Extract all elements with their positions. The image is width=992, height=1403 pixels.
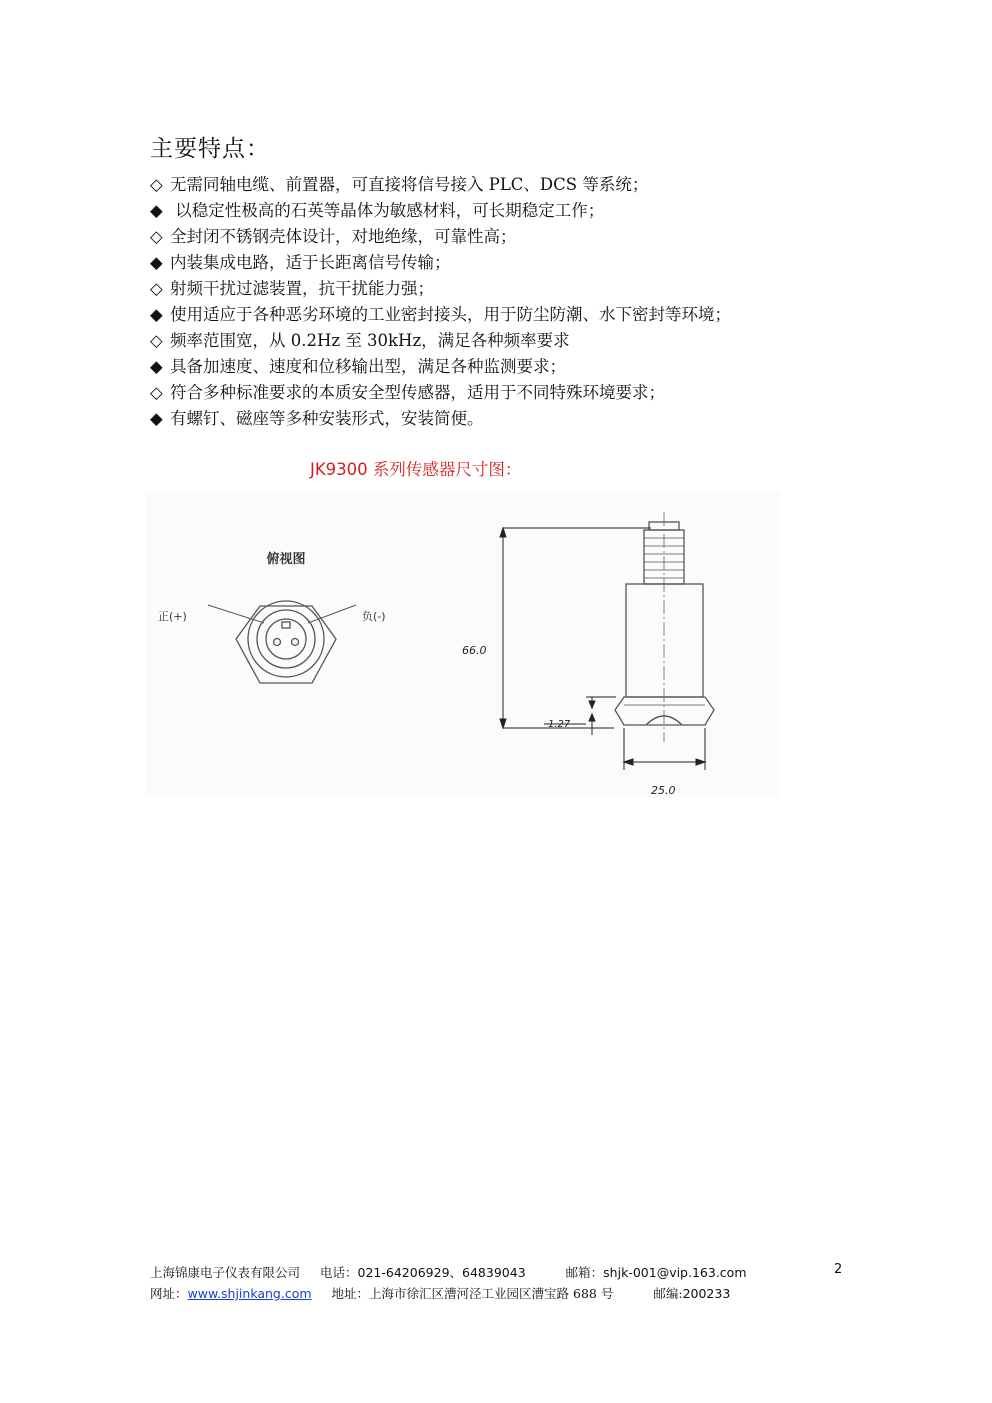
phone-label: 电话：	[320, 1265, 358, 1280]
negative-label: 负(-)	[362, 610, 386, 623]
top-view-icon	[208, 601, 356, 683]
email-label: 邮箱：	[565, 1265, 604, 1280]
phone-number: 021-64206929、64839043	[357, 1265, 526, 1280]
positive-label: 正(+)	[158, 610, 187, 623]
feature-text: 使用适应于各种恶劣环境的工业密封接头，用于防尘防潮、水下密封等环境；	[170, 305, 731, 324]
email-address: shjk-001@vip.163.com	[603, 1265, 747, 1280]
feature-item	[150, 302, 731, 328]
feature-text: 以稳定性极高的石英等晶体为敏感材料，可长期稳定工作；	[170, 201, 605, 220]
diamond-filled-icon: ◆	[150, 201, 163, 220]
website-link[interactable]: www.shjinkang.com	[187, 1286, 312, 1301]
website-label: 网址：	[150, 1286, 188, 1301]
top-view-title: 俯视图	[266, 552, 306, 567]
feature-item	[150, 172, 731, 198]
feature-text: 符合多种标准要求的本质安全型传感器，适用于不同特殊环境要求；	[170, 383, 665, 402]
feature-item	[150, 276, 731, 302]
diamond-filled-icon: ◆	[150, 357, 163, 376]
feature-text: 有螺钉、磁座等多种安装形式，安装简便。	[170, 409, 484, 428]
feature-text: 频率范围宽，从 0.2Hz 至 30kHz，满足各种频率要求	[170, 331, 570, 350]
diamond-outline-icon: ◇	[150, 227, 163, 246]
feature-list	[150, 172, 731, 432]
postcode: 200233	[682, 1286, 731, 1301]
feature-item	[150, 354, 731, 380]
page-number: 2	[834, 1262, 843, 1277]
diamond-outline-icon: ◇	[150, 279, 163, 298]
width-dimension-label: 25.0	[651, 784, 676, 797]
postcode-label: 邮编:	[653, 1286, 683, 1301]
diamond-filled-icon: ◆	[150, 409, 163, 428]
address-text: 上海市徐汇区漕河泾工业园区漕宝路 688 号	[369, 1286, 614, 1301]
section-heading: 主要特点：	[150, 136, 270, 162]
dimension-drawing	[146, 492, 780, 797]
height-dimension-label: 66.0	[462, 644, 487, 657]
footer-address-line	[150, 1284, 730, 1302]
diamond-outline-icon: ◇	[150, 383, 163, 402]
feature-item	[150, 224, 731, 250]
figure-caption: JK9300 系列传感器尺寸图：	[310, 460, 522, 479]
width-dimension	[624, 728, 705, 770]
height-dimension	[500, 528, 651, 728]
feature-text: 全封闭不锈钢壳体设计，对地绝缘，可靠性高；	[170, 227, 517, 246]
diamond-filled-icon: ◆	[150, 253, 163, 272]
address-label: 地址：	[331, 1286, 370, 1301]
footer-contact-line	[150, 1263, 747, 1281]
sensor-drawing-svg	[146, 492, 780, 797]
feature-item	[150, 328, 731, 354]
company-name: 上海锦康电子仪表有限公司	[150, 1265, 301, 1280]
feature-text: 内装集成电路，适于长距离信号传输；	[170, 253, 451, 272]
feature-text: 无需同轴电缆、前置器，可直接将信号接入 PLC、DCS 等系统；	[170, 175, 649, 194]
feature-text: 射频干扰过滤装置，抗干扰能力强；	[170, 279, 434, 298]
feature-text: 具备加速度、速度和位移输出型，满足各种监测要求；	[170, 357, 566, 376]
sensor-side-view-icon	[615, 522, 714, 725]
feature-item	[150, 380, 731, 406]
diamond-outline-icon: ◇	[150, 175, 163, 194]
feature-item	[150, 406, 731, 432]
diamond-filled-icon: ◆	[150, 305, 163, 324]
base-dimension-label: 1.27	[548, 719, 571, 730]
feature-item	[150, 250, 731, 276]
diamond-outline-icon: ◇	[150, 331, 163, 350]
feature-item	[150, 198, 731, 224]
